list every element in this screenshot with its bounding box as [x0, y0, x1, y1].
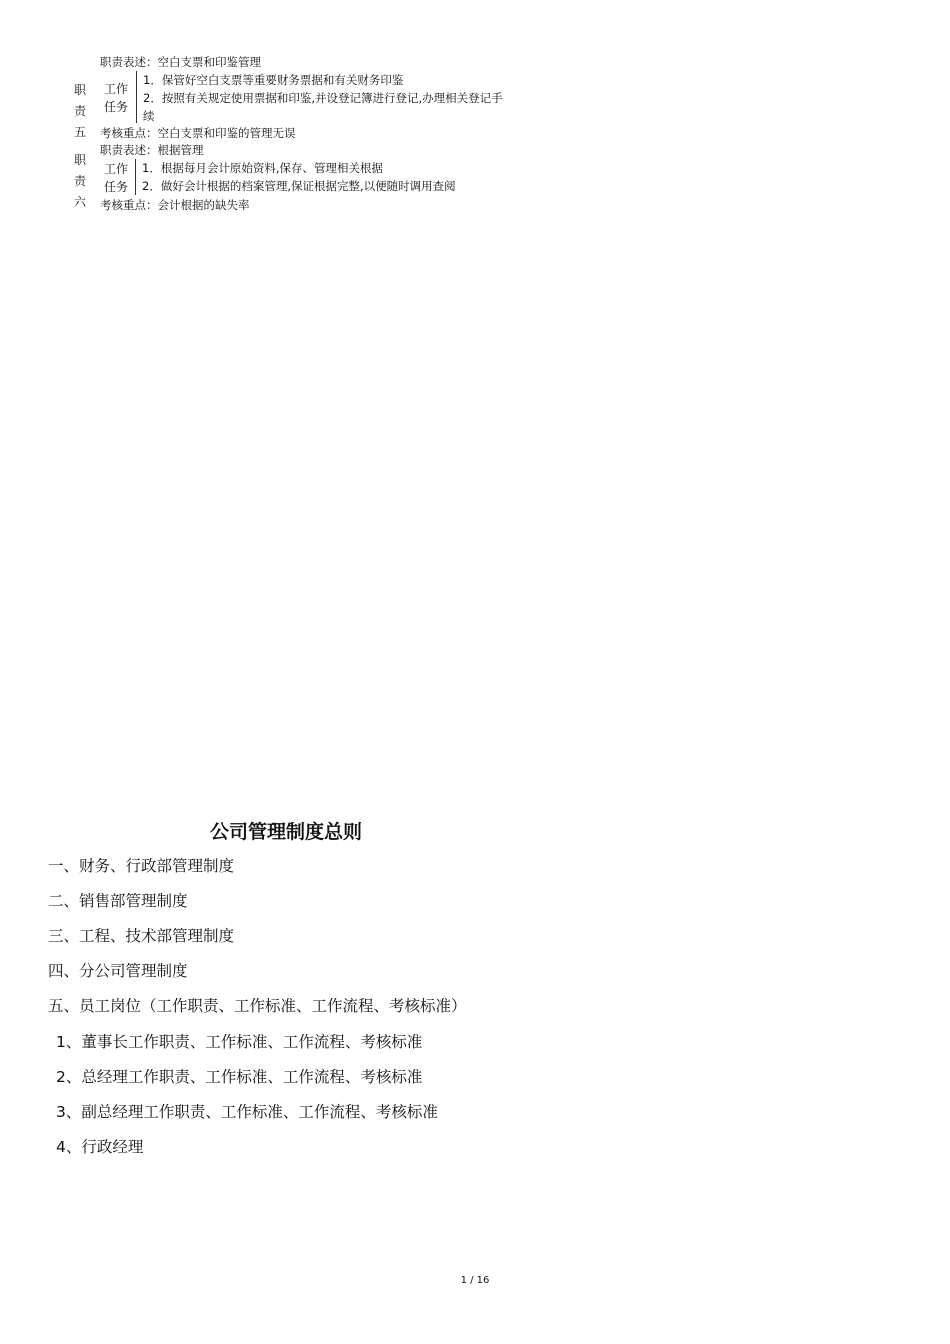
duty5-task-divider: [136, 71, 137, 123]
toc-subitem-3: 3、副总经理工作职责、工作标准、工作流程、考核标准: [56, 1103, 438, 1121]
toc-item-5: 五、员工岗位（工作职责、工作标准、工作流程、考核标准）: [48, 997, 467, 1015]
toc-subitem-1: 1、董事长工作职责、工作标准、工作流程、考核标准: [56, 1033, 423, 1051]
duty5-label: 职责五: [73, 83, 86, 139]
toc-item-1: 一、财务、行政部管理制度: [48, 857, 235, 875]
toc-subitem-4: 4、行政经理: [56, 1138, 144, 1156]
toc-item-2: 二、销售部管理制度: [48, 892, 188, 910]
duty5-task-label: 工作任务: [103, 82, 128, 114]
duty6-assessment: 考核重点：会计根据的缺失率: [100, 198, 250, 212]
duty5-task-2: 2．按照有关规定使用票据和印鉴,并设登记簿进行登记,办理相关登记手: [143, 91, 503, 105]
toc-subitem-2: 2、总经理工作职责、工作标准、工作流程、考核标准: [56, 1068, 423, 1086]
duty5-task-1: 1．保管好空白支票等重要财务票据和有关财务印鉴: [143, 73, 404, 87]
duty5-assessment: 考核重点：空白支票和印鉴的管理无误: [100, 126, 296, 140]
duty6-label: 职责六: [73, 153, 86, 209]
duty6-description: 职责表述：根据管理: [100, 143, 204, 157]
duty6-task-1: 1．根据每月会计原始资料,保存、管理相关根据: [142, 161, 383, 175]
duty5-description: 职责表述：空白支票和印鉴管理: [100, 55, 261, 69]
duty6-task-2: 2．做好会计根据的档案管理,保证根据完整,以便随时调用查阅: [142, 179, 456, 193]
toc-item-3: 三、工程、技术部管理制度: [48, 927, 235, 945]
toc-item-4: 四、分公司管理制度: [48, 962, 188, 980]
document-title: 公司管理制度总则: [210, 821, 363, 843]
duty6-task-label: 工作任务: [103, 162, 128, 194]
duty5-task-2-cont: 续: [143, 109, 155, 123]
duty6-task-divider: [135, 159, 136, 195]
page-indicator: 1 / 16: [460, 1275, 490, 1286]
